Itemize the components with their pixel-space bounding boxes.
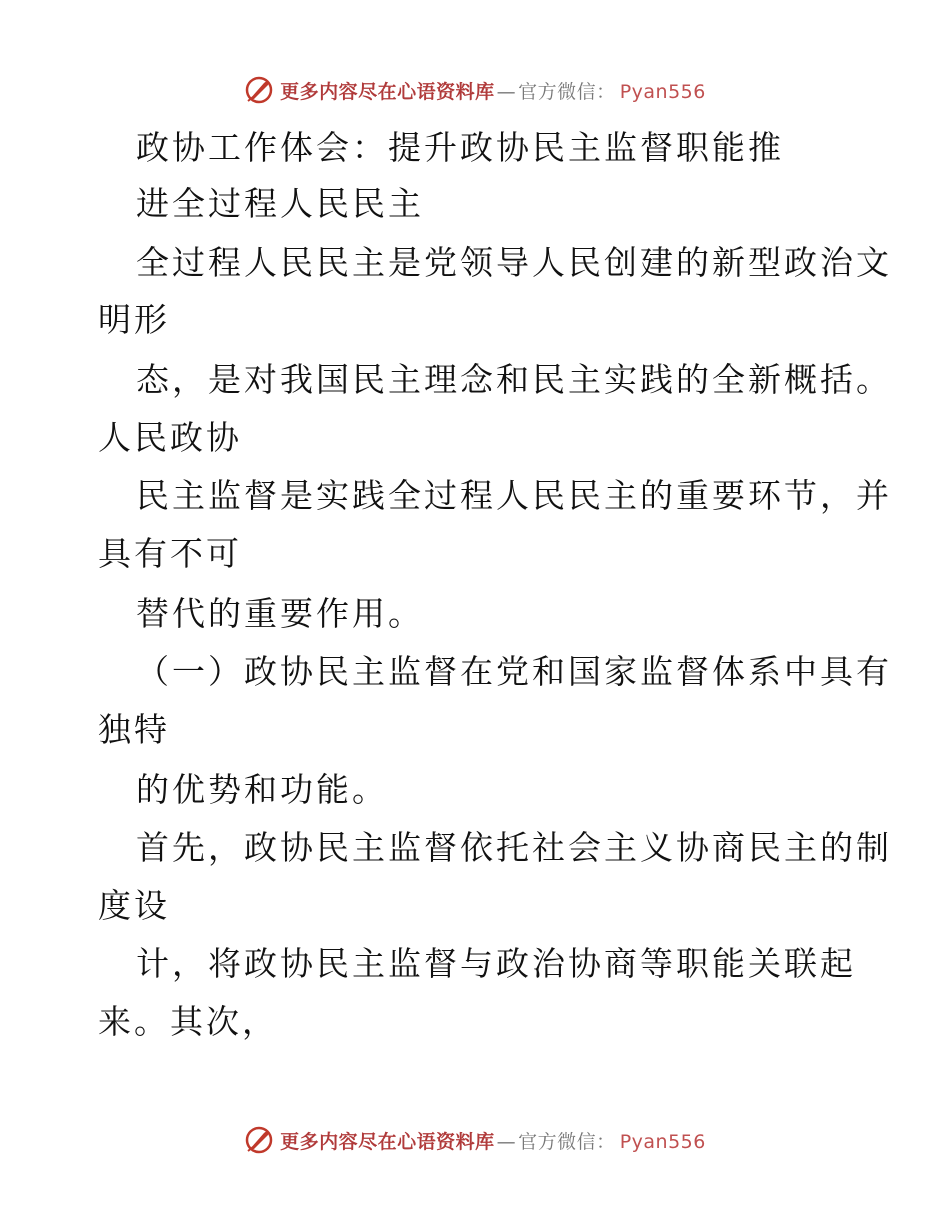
- text-line: 来。其次，: [98, 1002, 278, 1041]
- text-line: 人民政协: [98, 418, 242, 457]
- text-line: 替代的重要作用。: [136, 594, 424, 633]
- text-line: 明形: [98, 300, 170, 339]
- text-line: 全过程人民民主是党领导人民创建的新型政治文: [136, 243, 892, 282]
- text-line: （一）政协民主监督在党和国家监督体系中具有: [136, 652, 892, 691]
- footer-watermark: [0, 1122, 950, 1158]
- watermark-wechat-id: Pyan556: [619, 1130, 706, 1153]
- text-line: 的优势和功能。: [136, 770, 388, 809]
- text-line: 首先，政协民主监督依托社会主义协商民主的制: [136, 828, 892, 867]
- watermark-dash: —: [496, 1130, 517, 1153]
- text-line: 度设: [98, 886, 170, 925]
- text-line: 民主监督是实践全过程人民民主的重要环节，并: [136, 476, 892, 515]
- watermark-wechat-id: Pyan556: [619, 80, 706, 103]
- title-line-2: 进全过程人民民主: [136, 184, 424, 223]
- header-watermark: [0, 72, 950, 108]
- title-line-1: 政协工作体会：提升政协民主监督职能推: [136, 128, 784, 167]
- watermark-brand: 更多内容尽在心语资料库: [280, 1130, 495, 1153]
- text-line: 态，是对我国民主理念和民主实践的全新概括。: [136, 360, 892, 399]
- text-line: 具有不可: [98, 534, 242, 573]
- watermark-wechat-label: 官方微信：: [518, 80, 616, 103]
- quill-logo-icon: [244, 1125, 274, 1155]
- watermark-brand: 更多内容尽在心语资料库: [280, 80, 495, 103]
- quill-logo-icon: [244, 75, 274, 105]
- text-line: 计，将政协民主监督与政治协商等职能关联起: [136, 944, 856, 983]
- watermark-dash: —: [496, 80, 517, 103]
- text-line: 独特: [98, 710, 170, 749]
- watermark-wechat-label: 官方微信：: [518, 1130, 616, 1153]
